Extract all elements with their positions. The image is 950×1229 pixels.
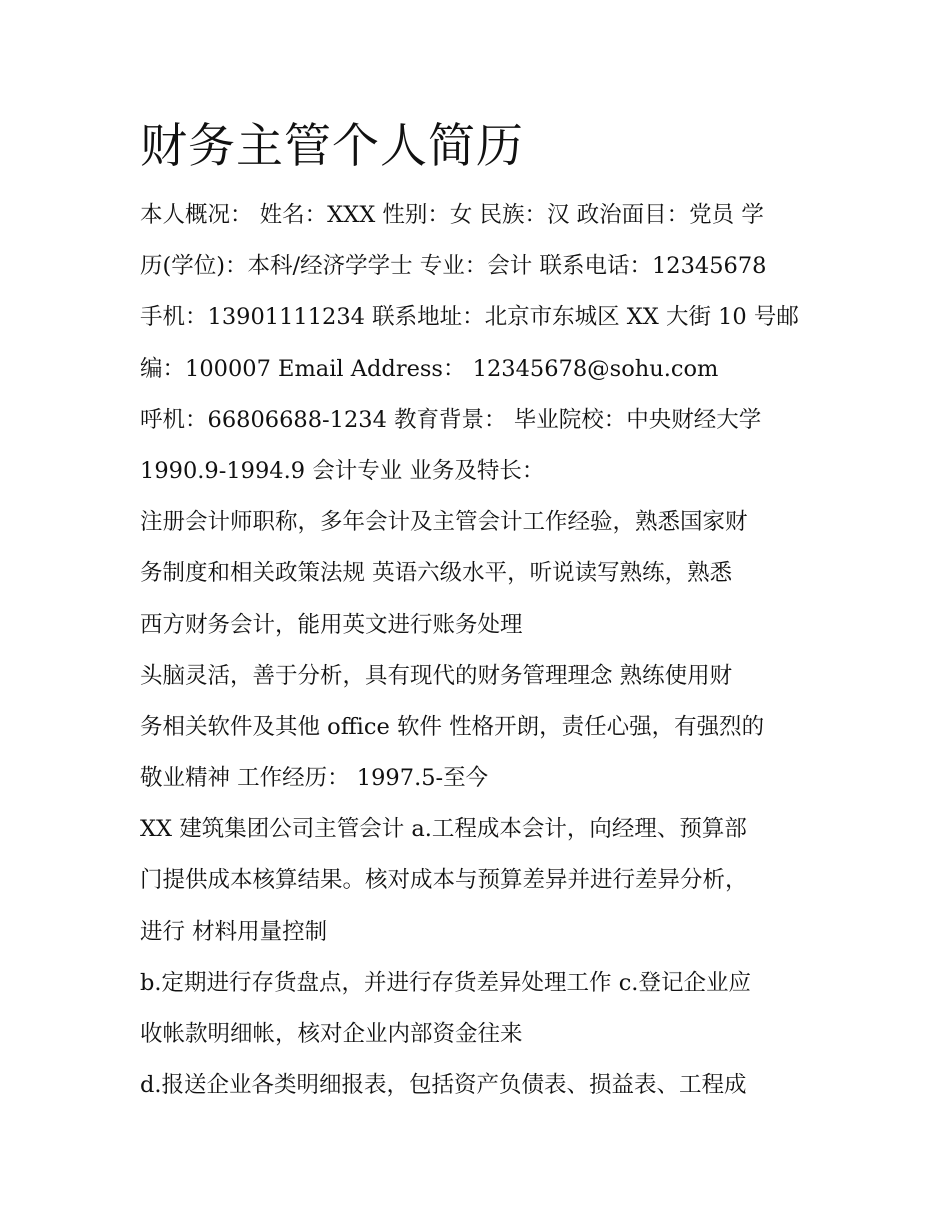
text-line: 西方财务会计，能用英文进行账务处理 xyxy=(140,611,523,638)
text-line: 门提供成本核算结果。核对成本与预算差异并进行差异分析， xyxy=(140,867,748,894)
text-line: 手机：13901111234 联系地址：北京市东城区 XX 大街 10 号邮 xyxy=(140,304,799,331)
text-line: b.定期进行存货盘点，并进行存货差异处理工作 c.登记企业应 xyxy=(140,969,751,996)
text-line: 务制度和相关政策法规 英语六级水平，听说读写熟练，熟悉 xyxy=(140,560,733,587)
text-line: 编：100007 Email Address： 12345678@sohu.com xyxy=(140,355,719,382)
text-line: 头脑灵活，善于分析，具有现代的财务管理理念 熟练使用财 xyxy=(140,662,733,689)
text-line: 呼机：66806688-1234 教育背景： 毕业院校：中央财经大学 xyxy=(140,406,762,433)
text-line: 历(学位)：本科/经济学学士 专业：会计 联系电话：12345678 xyxy=(140,253,767,280)
document-title: 财务主管个人简历 xyxy=(140,119,524,174)
text-line: 1990.9-1994.9 会计专业 业务及特长： xyxy=(140,457,545,484)
text-line: 敬业精神 工作经历： 1997.5-至今 xyxy=(140,765,489,792)
text-line: 本人概况： 姓名：XXX 性别：女 民族：汉 政治面目：党员 学 xyxy=(140,202,764,228)
text-line: 收帐款明细帐，核对企业内部资金往来 xyxy=(140,1021,523,1047)
text-line: d.报送企业各类明细报表，包括资产负债表、损益表、工程成 xyxy=(140,1072,747,1099)
text-line: 进行 材料用量控制 xyxy=(140,918,328,945)
document-page xyxy=(140,108,812,1111)
text-line: 注册会计师职称，多年会计及主管会计工作经验，熟悉国家财 xyxy=(140,509,748,536)
document-body xyxy=(140,190,812,1111)
text-line: 务相关软件及其他 office 软件 性格开朗，责任心强，有强烈的 xyxy=(140,713,765,740)
text-line: XX 建筑集团公司主管会计 a.工程成本会计，向经理、预算部 xyxy=(140,816,747,843)
